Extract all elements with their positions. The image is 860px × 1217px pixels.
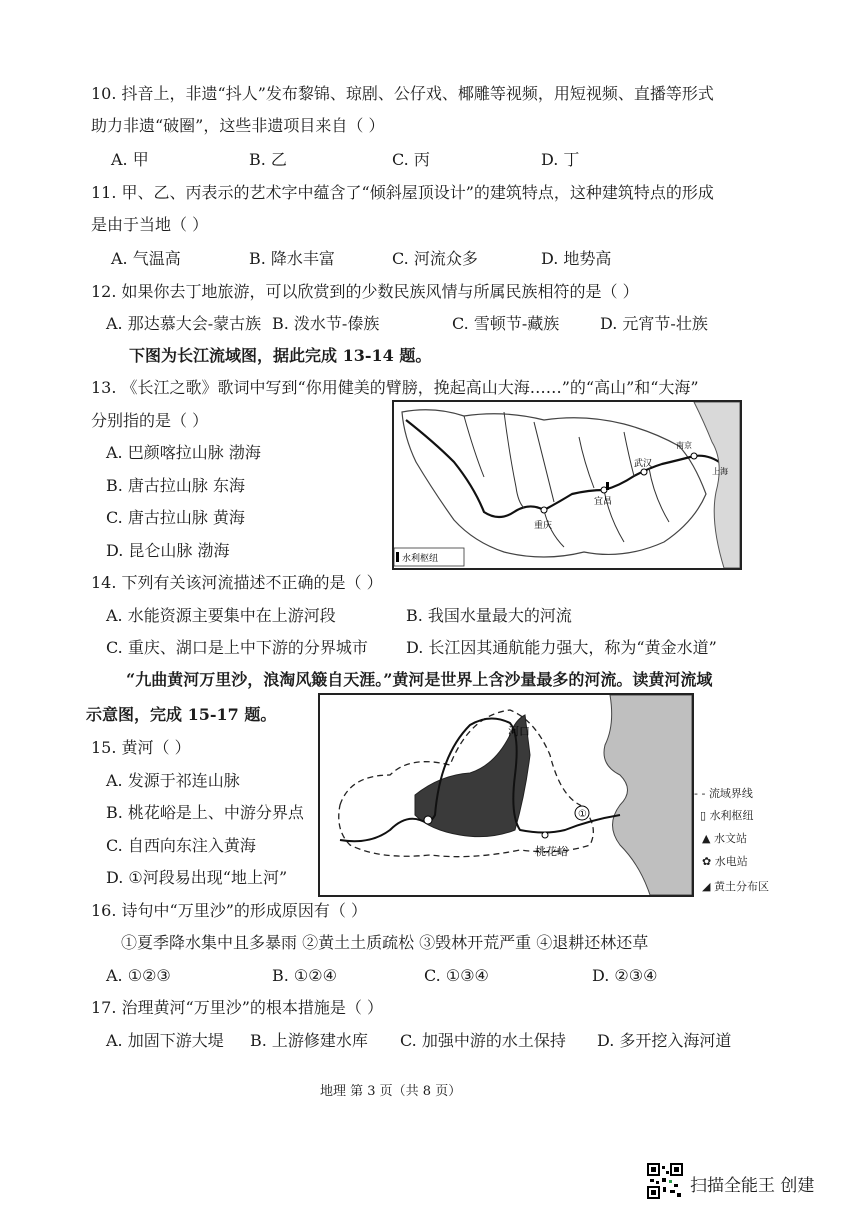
q12-stem: 12. 如果你去丁地旅游，可以欣赏到的少数民族风情与所属民族相符的是（ ） [91, 282, 639, 301]
q11-stem-line2: 是由于当地（ ） [91, 215, 209, 234]
q14-option-d: D. 长江因其通航能力强大，称为“黄金水道” [406, 638, 717, 657]
legend-hydropower-label: 水电站 [714, 855, 748, 868]
yangtze-map-drawing [394, 402, 740, 568]
legend-dam: ▯ 水利枢纽 [700, 809, 754, 822]
bohai-sea [604, 695, 692, 895]
q16-choices: ①夏季降水集中且多暴雨 ②黄土土质疏松 ③毁林开荒严重 ④退耕还林还草 [121, 933, 649, 952]
q13-option-d: D. 昆仑山脉 渤海 [106, 541, 230, 560]
q13-stem-line1: 13. 《长江之歌》歌词中写到“你用健美的臂膀，挽起高山大海……”的“高山”和“大海” [91, 378, 699, 397]
qr-code-icon [646, 1162, 684, 1200]
q15-option-b: B. 桃花峪是上、中游分界点 [106, 803, 304, 822]
tributary [504, 412, 524, 508]
q17-option-c: C. 加强中游的水土保持 [400, 1031, 566, 1050]
q14-stem: 14. 下列有关该河流描述不正确的是（ ） [91, 573, 383, 592]
legend-hydrological: ▲ 水文站 [702, 832, 747, 845]
q17-stem: 17. 治理黄河“万里沙”的根本措施是（ ） [91, 998, 383, 1017]
q12-option-a: A. 那达慕大会-蒙古族 [106, 314, 262, 333]
q17-option-b: B. 上游修建水库 [250, 1031, 368, 1050]
tributary [534, 422, 554, 502]
legend-loess-label: 黄土分布区 [713, 880, 769, 893]
page-footer: 地理 第 3 页（共 8 页） [320, 1084, 462, 1099]
q13-option-b: B. 唐古拉山脉 东海 [106, 476, 246, 495]
q14-option-b: B. 我国水量最大的河流 [406, 606, 572, 625]
q17-option-a: A. 加固下游大堤 [106, 1031, 224, 1050]
taohuayu-dot [542, 832, 548, 838]
legend-hydropower: ✿ 水电站 [702, 855, 748, 868]
legend-hydrological-label: 水文站 [713, 832, 747, 845]
tributary [579, 437, 594, 488]
q10-option-c: C. 丙 [392, 150, 430, 169]
yellow-river-map [318, 693, 694, 897]
q15-option-a: A. 发源于祁连山脉 [106, 771, 240, 790]
legend-dam-label: 水利枢纽 [709, 809, 754, 822]
label-yichang: 宜昌 [594, 497, 613, 507]
yellow-map-drawing [320, 695, 692, 895]
q11-option-b: B. 降水丰富 [249, 249, 335, 268]
section-1-label: ① [578, 809, 587, 820]
q15-option-c: C. 自西向东注入黄海 [106, 836, 256, 855]
q16-option-b: B. ①②④ [272, 966, 337, 985]
q11-option-c: C. 河流众多 [392, 249, 478, 268]
city-chongqing-dot [541, 507, 547, 513]
label-taohuayu: 桃花峪 [535, 845, 568, 858]
legend-basin-boundary: - - 流域界线 [694, 787, 753, 800]
q16-stem: 16. 诗句中“万里沙”的形成原因有（ ） [91, 901, 367, 920]
q10-option-a: A. 甲 [111, 150, 149, 169]
city-nanjing-dot [691, 453, 697, 459]
q12-option-b: B. 泼水节-傣族 [272, 314, 380, 333]
tributary [624, 432, 634, 476]
q15-option-d: D. ①河段易出现“地上河” [106, 868, 288, 887]
intro-13-14: 下图为长江流域图，据此完成 13-14 题。 [129, 346, 432, 365]
q11-option-d: D. 地势高 [541, 249, 612, 268]
q16-option-d: D. ②③④ [592, 966, 658, 985]
q15-stem: 15. 黄河（ ） [91, 738, 191, 757]
tributary [464, 416, 484, 477]
city-wuhan-dot [641, 469, 647, 475]
qr-code-graphic [646, 1162, 684, 1200]
q10-option-b: B. 乙 [249, 150, 287, 169]
q14-option-c: C. 重庆、湖口是上中下游的分界城市 [106, 638, 368, 657]
scanner-watermark-text: 扫描全能王 创建 [690, 1176, 815, 1196]
hydropower-station [424, 816, 432, 824]
q13-stem-line2: 分别指的是（ ） [91, 411, 209, 430]
q11-option-a: A. 气温高 [111, 249, 181, 268]
q14-option-a: A. 水能资源主要集中在上游河段 [106, 606, 336, 625]
q12-option-c: C. 雪顿节-藏族 [452, 314, 560, 333]
legend-basin-boundary-label: 流域界线 [708, 787, 753, 800]
label-wuhan: 武汉 [634, 459, 653, 469]
yangtze-river-map [392, 400, 742, 570]
q17-option-d: D. 多开挖入海河道 [597, 1031, 732, 1050]
q10-stem-line1: 10. 抖音上，非遗“抖人”发布黎锦、琼剧、公仔戏、椰雕等视频，用短视频、直播等形式 [91, 84, 714, 103]
label-shanghai: 上海 [712, 467, 728, 476]
q16-option-a: A. ①②③ [106, 966, 171, 985]
dam-legend-icon [396, 552, 399, 562]
dam-marker [606, 482, 609, 490]
q11-stem-line1: 11. 甲、乙、丙表示的艺术字中蕴含了“倾斜屋顶设计”的建筑特点，这种建筑特点的形成 [91, 183, 714, 202]
q16-option-c: C. ①③④ [424, 966, 489, 985]
yangtze-legend-label: 水利枢纽 [402, 554, 439, 564]
tributary [649, 468, 669, 522]
label-chongqing: 重庆 [534, 521, 553, 531]
label-nanjing: 南京 [676, 441, 692, 450]
q10-option-d: D. 丁 [541, 150, 580, 169]
intro-15-17-line1: “九曲黄河万里沙，浪淘风簸自天涯。”黄河是世界上含沙量最多的河流。读黄河流域 [126, 670, 713, 689]
label-hekou: 河口 [508, 725, 530, 738]
q13-option-c: C. 唐古拉山脉 黄海 [106, 508, 245, 527]
q13-option-a: A. 巴颜喀拉山脉 渤海 [106, 443, 261, 462]
east-sea [694, 402, 740, 568]
intro-15-17-line2: 示意图，完成 15-17 题。 [86, 705, 277, 724]
q12-option-d: D. 元宵节-壮族 [600, 314, 708, 333]
yangtze-main-river [406, 420, 722, 517]
q10-stem-line2: 助力非遗“破圈”，这些非遗项目来自（ ） [91, 116, 385, 135]
legend-loess: ◢ 黄土分布区 [702, 880, 769, 893]
